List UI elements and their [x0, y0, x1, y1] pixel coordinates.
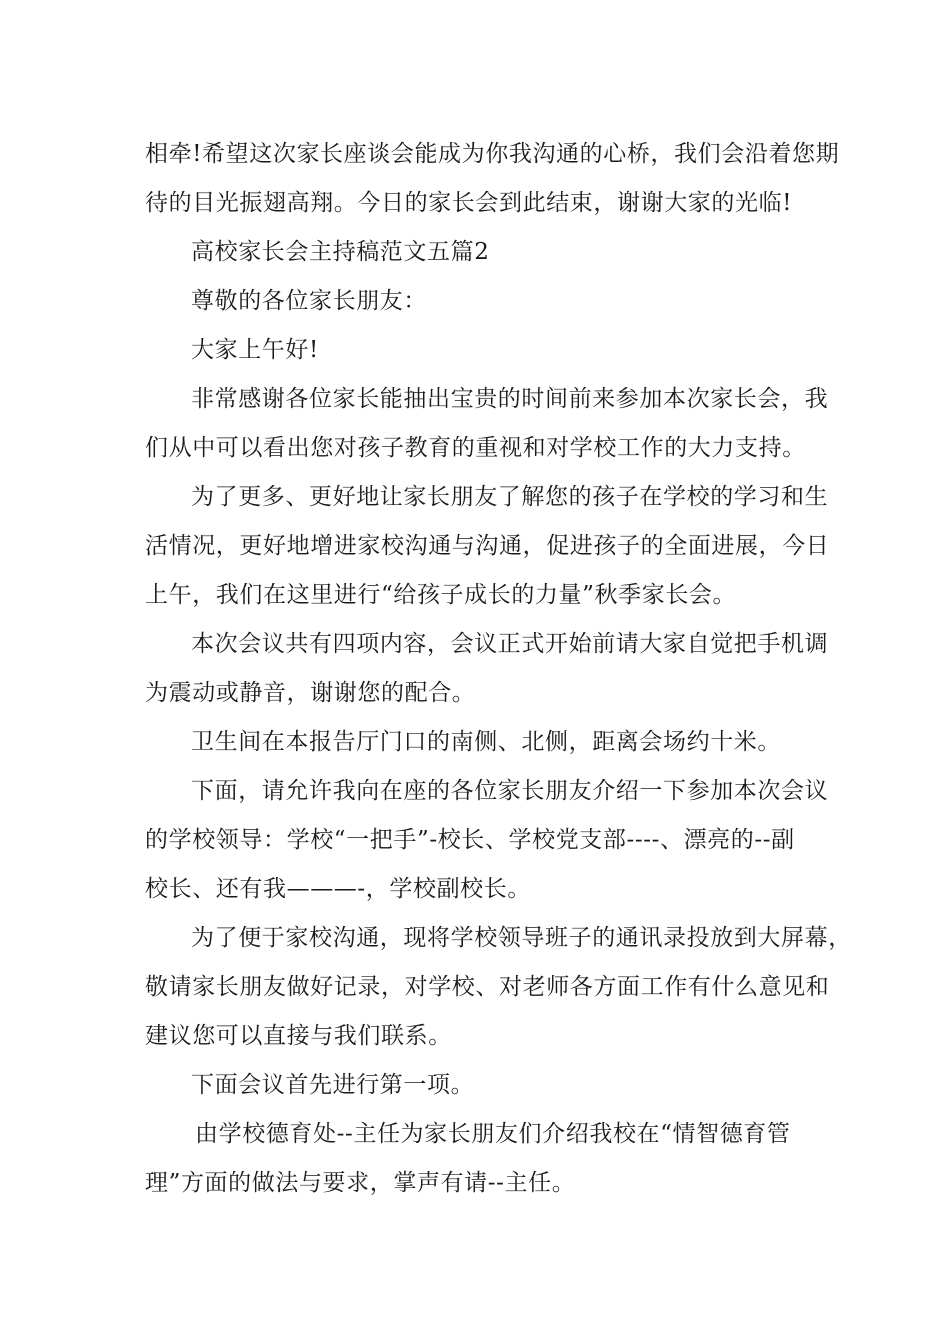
- text-line: 为震动或静音，谢谢您的配合。: [145, 680, 476, 706]
- text-line: 为了更多、更好地让家长朋友了解您的孩子在学校的学习和生: [191, 484, 829, 510]
- text-line: 理”方面的做法与要求，掌声有请--主任。: [145, 1170, 576, 1196]
- greeting: 大家上午好!: [191, 337, 319, 363]
- text-line: 待的目光振翅高翔。今日的家长会到此结束，谢谢大家的光临!: [145, 190, 793, 216]
- text-line: 上午，我们在这里进行“给孩子成长的力量”秋季家长会。: [145, 582, 737, 608]
- text-line: 校长、还有我———-，学校副校长。: [145, 876, 531, 902]
- text-line: 们从中可以看出您对孩子教育的重视和对学校工作的大力支持。: [145, 435, 806, 461]
- text-line: 本次会议共有四项内容，会议正式开始前请大家自觉把手机调: [191, 631, 829, 657]
- text-line: 下面会议首先进行第一项。: [191, 1072, 475, 1098]
- text-line: 敬请家长朋友做好记录，对学校、对老师各方面工作有什么意见和: [145, 974, 830, 1000]
- salutation: 尊敬的各位家长朋友：: [191, 288, 427, 314]
- text-line: 卫生间在本报告厅门口的南侧、北侧，距离会场约十米。: [191, 729, 781, 755]
- section-title: 高校家长会主持稿范文五篇2: [191, 239, 490, 265]
- text-line: 非常感谢各位家长能抽出宝贵的时间前来参加本次家长会，我: [191, 386, 829, 412]
- text-line: 建议您可以直接与我们联系。: [145, 1023, 452, 1049]
- text-line: 下面，请允许我向在座的各位家长朋友介绍一下参加本次会议: [191, 778, 829, 804]
- text-line: 活情况，更好地增进家校沟通与沟通，促进孩子的全面进展，今日: [145, 533, 830, 559]
- text-line: 由学校德育处--主任为家长朋友们介绍我校在“情智德育管: [195, 1121, 791, 1147]
- text-line: 为了便于家校沟通，现将学校领导班子的通讯录投放到大屏幕，: [191, 925, 852, 951]
- document-body: [145, 130, 852, 1208]
- text-line: 相牵!希望这次家长座谈会能成为你我沟通的心桥，我们会沿着您期: [145, 141, 840, 167]
- text-line: 的学校领导：学校“一把手”-校长、学校党支部----、漂亮的--副: [145, 827, 795, 853]
